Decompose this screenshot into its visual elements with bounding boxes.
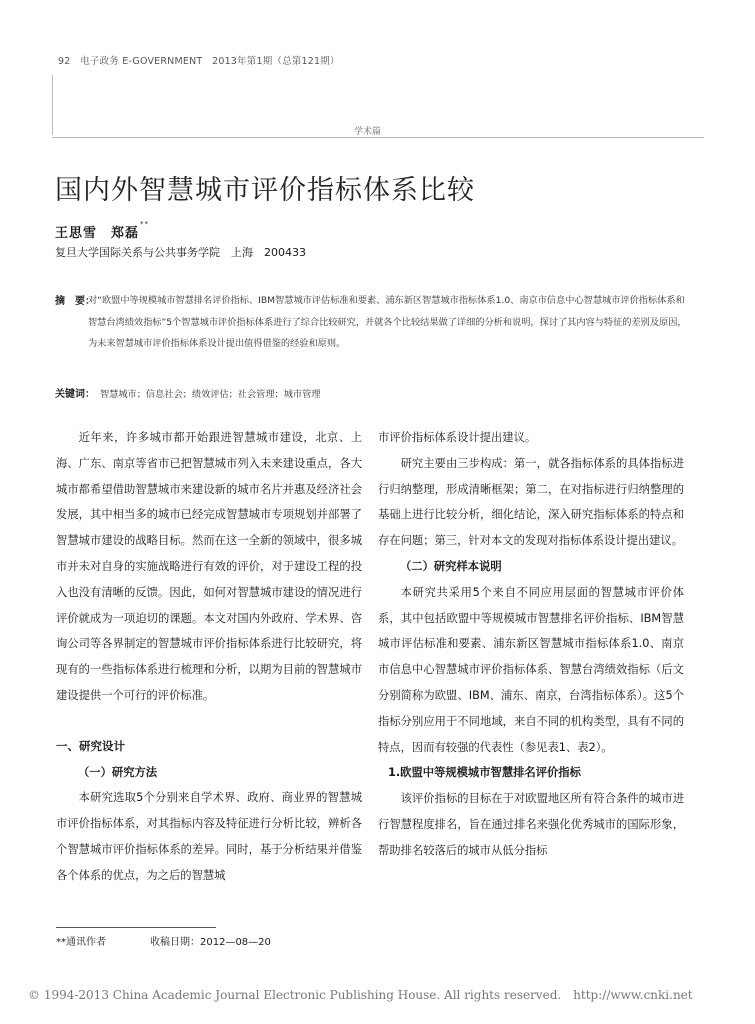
intro-paragraph: 近年来，许多城市都开始跟进智慧城市建设，北京、上海、广东、南京等省市已把智慧城市列入未来建设重点，各大城市都希望借助智慧城市来建设新的城市名片并惠及经济社会发展，其中相当多的城市已经完成智慧城市专项规划并部署了智慧城市建设的战略目标。然而在这一全新的领域中，很多城市并未对自身的实施战略进行有效的评价，对于建设工程的投入也没有清晰的反馈。因此，如何对智慧城市建设的情况进行评价就成为一项迫切的课题。本文对国内外政府、学术界、咨询公司等各界制定的智慧城市评价指标体系进行比较研究，将现有的一些指标体系进行梳理和分析，以期为目前的智慧城市建设提供一个可行的评价标准。 — [56, 431, 362, 702]
keywords-text: 智慧城市；信息社会；绩效评估；社会管理；城市管理 — [100, 389, 321, 400]
footnote-received-date: 收稿日期：2012—08—20 — [150, 937, 271, 948]
subsection-heading-method: （一）研究方法 — [78, 765, 158, 779]
header-horizontal-rule — [52, 137, 704, 138]
footnote-corresponding-author: **通讯作者 — [56, 937, 106, 948]
abstract-label: 摘 要： — [55, 296, 95, 307]
steps-paragraph: 研究主要由三步构成：第一，就各指标体系的具体指标进行归纳整理，形成清晰框架；第二，在对指标进行归纳整理的基础上进行比较分析，细化结论，深入研究指标体系的特点和存在问题；第三，针对本文的发现对指标体系设计提出建议。 — [378, 456, 684, 548]
corresponding-author-mark: ** — [140, 220, 150, 228]
section-heading-research-design: 一、研究设计 — [56, 738, 125, 753]
cnki-link[interactable]: http://www.cnki.net — [573, 988, 693, 1002]
body-column-right — [378, 425, 684, 864]
article-title: 国内外智慧城市评价指标体系比较 — [55, 175, 475, 206]
author-names: 王思雪 郑磊 — [55, 226, 140, 241]
subsection-heading-samples: （二）研究样本说明 — [400, 559, 502, 573]
footnote-rule — [56, 927, 216, 928]
subsubsection-heading-eu: 1.欧盟中等规模城市智慧排名评价指标 — [388, 766, 581, 780]
eu-paragraph: 该评价指标的目标在于对欧盟地区所有符合条件的城市进行智慧程度排名，旨在通过排名来强化优秀城市的国际形象，帮助排名较落后的城市从低分指标 — [378, 792, 684, 857]
running-head: 92 电子政务 E-GOVERNMENT 2013年第1期（总第121期） — [58, 56, 340, 67]
copyright-text: © 1994-2013 China Academic Journal Electronic Publishing House. All rights reserved. — [28, 988, 562, 1002]
method-paragraph: 本研究选取5个分别来自学术界、政府、商业界的智慧城市评价指标体系，对其指标内容及特征进行分析比较，辨析各个智慧城市评价指标体系的差异。同时，基于分析结果并借鉴各个体系的优点，为之后的智慧城 — [56, 791, 362, 882]
keywords-label: 关键词： — [55, 389, 95, 400]
author-affiliation: 复旦大学国际关系与公共事务学院 上海 200433 — [55, 246, 306, 259]
header-vertical-rule — [52, 75, 53, 135]
article-authors — [55, 222, 149, 241]
copyright-footer — [28, 988, 693, 1002]
samples-paragraph: 本研究共采用5个来自不同应用层面的智慧城市评价体系，其中包括欧盟中等规模城市智慧排名评价指标、IBM智慧城市评估标准和要素、浦东新区智慧城市指标体系1.0、南京市信息中心智慧城市评价指标体系、智慧台湾绩效指标（后文分别简称为欧盟、IBM、浦东、南京，台湾指标体系）。这5个指标分别应用于不同地域，来自不同的机构类型，具有不同的特点，因而有较强的代表性（参见表1、表2）。 — [378, 585, 684, 754]
abstract-text: 对“欧盟中等规模城市智慧排名评价指标、IBM智慧城市评估标准和要素、浦东新区智慧城市指标体系1.0、南京市信息中心智慧城市评价指标体系和智慧台湾绩效指标”5个智慧城市评价指标体系进行了综合比较研究，并就各个比较结果做了详细的分析和说明，探讨了其内容与特征的差别及原因，为未来智慧城市评价指标体系设计提出值得借鉴的经验和原则。 — [88, 295, 687, 349]
footnote — [56, 933, 271, 948]
section-label: 学术篇 — [354, 127, 382, 137]
body-column-left — [56, 425, 362, 889]
method-paragraph-continued: 市评价指标体系设计提出建议。 — [378, 431, 537, 444]
